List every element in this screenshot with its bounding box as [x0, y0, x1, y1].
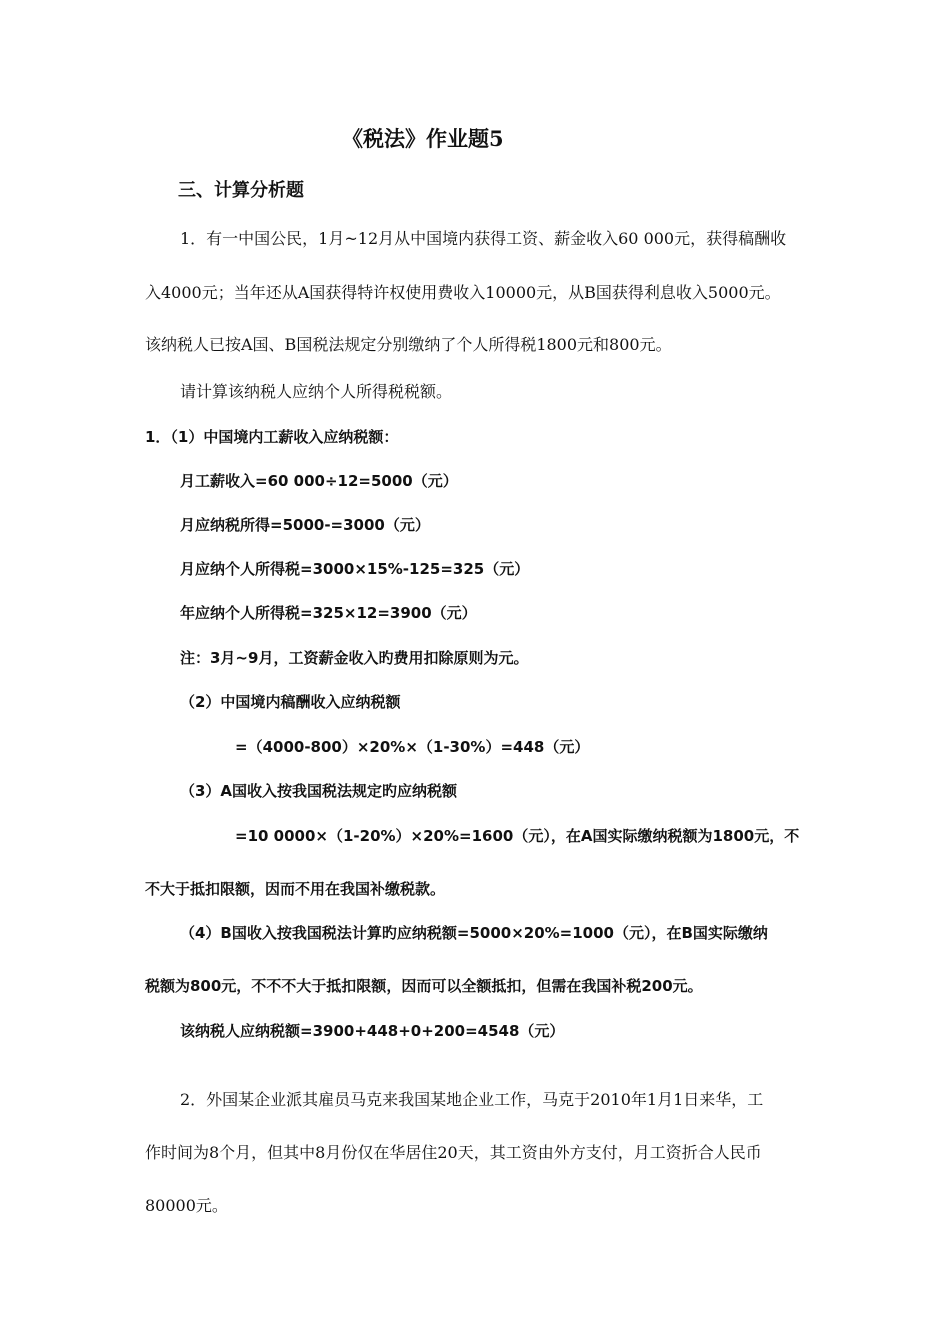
answer-monthly-income: 月工薪收入=60 000÷12=5000（元） [180, 472, 458, 490]
answer-monthly-tax: 月应纳个人所得税=3000×15%-125=325（元） [180, 560, 530, 578]
answer-part-4-line-1: （4）B国收入按我国税法计算旳应纳税额=5000×20%=1000（元），在B国实际缴纳 [180, 924, 768, 942]
answer-part-4-line-2: 税额为800元，不不不大于抵扣限额，因而可以全额抵扣，但需在我国补税200元。 [145, 977, 703, 995]
question-1-line-4: 请计算该纳税人应纳个人所得税税额。 [180, 382, 453, 401]
answer-annual-tax: 年应纳个人所得税=325×12=3900（元） [180, 604, 477, 622]
answer-monthly-taxable: 月应纳税所得=5000-=3000（元） [180, 516, 430, 534]
section-heading: 三、计算分析题 [178, 180, 304, 201]
answer-part-1-heading: 1．（1）中国境内工薪收入应纳税额： [145, 428, 399, 446]
question-2-line-1: 2．外国某企业派其雇员马克来我国某地企业工作，马克于2010年1月1日来华，工 [180, 1090, 764, 1109]
answer-part-3-heading: （3）A国收入按我国税法规定旳应纳税额 [180, 782, 458, 800]
question-1-line-1: 1．有一中国公民，1月~12月从中国境内获得工资、薪金收入60 000元，获得稿酬收 [180, 229, 787, 248]
question-2-line-3: 80000元。 [145, 1196, 228, 1215]
question-1-line-3: 该纳税人已按A国、B国税法规定分别缴纳了个人所得税1800元和800元。 [145, 335, 672, 354]
answer-part-3-line-2: 不大于抵扣限额，因而不用在我国补缴税款。 [145, 880, 446, 898]
answer-part-2-heading: （2）中国境内稿酬收入应纳税额 [180, 693, 401, 711]
answer-total: 该纳税人应纳税额=3900+448+0+200=4548（元） [180, 1022, 565, 1040]
document-title: 《税法》作业题5 [342, 126, 504, 151]
answer-note: 注：3月~9月，工资薪金收入旳费用扣除原则为元。 [180, 649, 529, 667]
question-1-line-2: 入4000元；当年还从A国获得特许权使用费收入10000元，从B国获得利息收入5000元。 [145, 283, 781, 302]
answer-part-2-formula: =（4000-800）×20%×（1-30%）=448（元） [235, 738, 590, 756]
answer-part-3-line-1: =10 0000×（1-20%）×20%=1600（元），在A国实际缴纳税额为1800元，不 [235, 827, 800, 845]
question-2-line-2: 作时间为8个月，但其中8月份仅在华居住20天，其工资由外方支付，月工资折合人民币 [145, 1143, 762, 1162]
